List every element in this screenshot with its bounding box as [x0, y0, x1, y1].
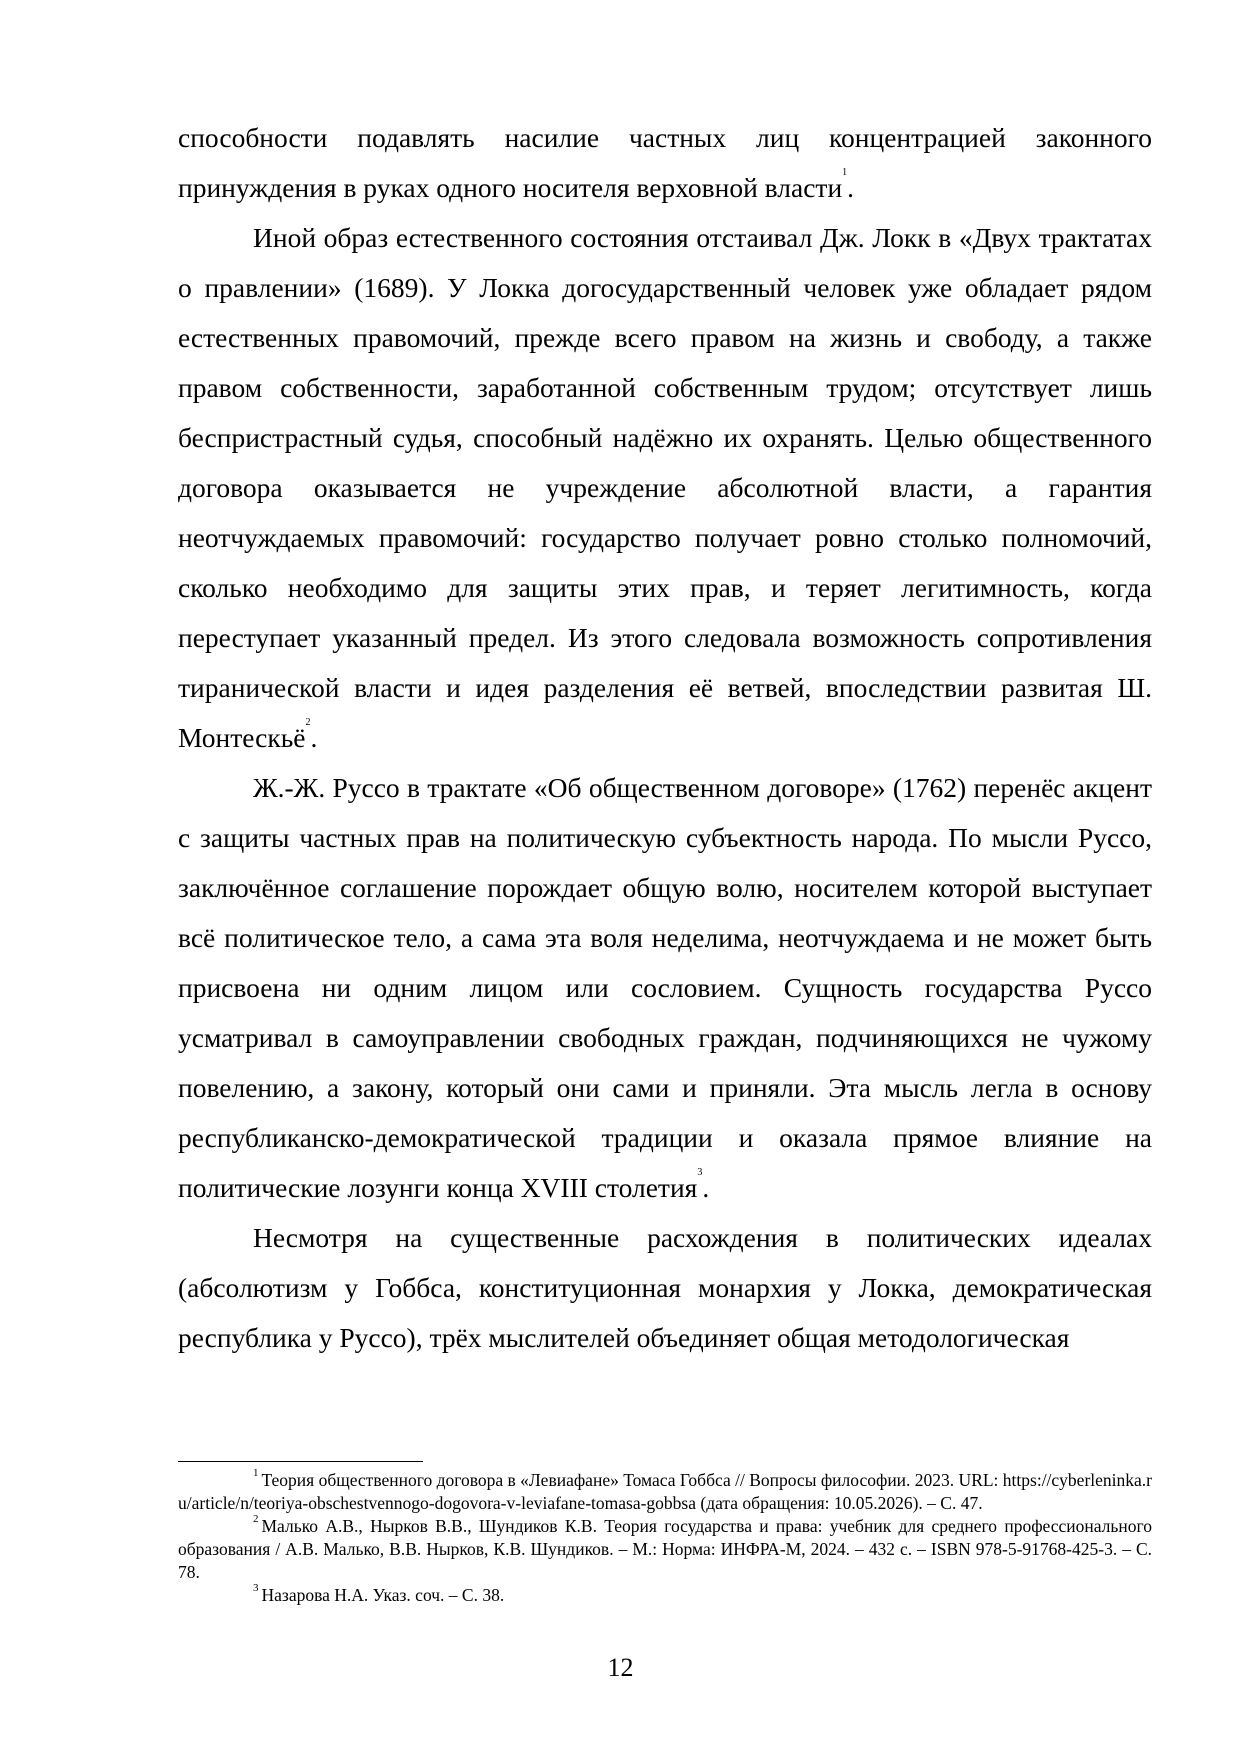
- footnote-text: Малько А.В., Нырков В.В., Шундиков К.В. Теория государства и права: учебник для среднего профессионального образования / А.В. Малько, В.В. Нырков, К.В. Шундиков. – М.: Норма: ИНФРА-М, 2024. – 432 с. – ISBN 978-5-91768-425-3. – С. 78.: [178, 1516, 1152, 1582]
- paragraph-text: Несмотря на существенные расхождения в политических идеалах (абсолютизм у Гоббса, конституционная монархия у Локка, демократическая республика у Руссо), трёх мыслителей объединяет общая методологическая: [178, 1222, 1152, 1353]
- footnotes: [178, 1469, 1152, 1607]
- paragraph-text: Иной образ естественного состояния отстаивал Дж. Локк в «Двух трактатах о правлении» (1689). У Локка догосударственный человек уже обладает рядом естественных правомочий, прежде всего правом на жизнь и свободу, а также правом собственности, заработанной собственным трудом; отсутствует лишь беспристрастный судья, способный надёжно их охранять. Целью общественного договора оказывается не учреждение абсолютной власти, а гарантия неотчуждаемых правомочий: государство получает ровно столько полномочий, сколько необходимо для защиты этих прав, и теряет легитимность, когда переступает указанный предел. Из этого следовала возможность сопротивления тиранической власти и идея разделения её ветвей, впоследствии развитая Ш. Монтескьё: [178, 222, 1152, 753]
- body-text: [178, 113, 1152, 1363]
- footnote-text: Теория общественного договора в «Левиафане» Томаса Гоббса // Вопросы философии. 2023. URL: https://cyberleninka.ru/article/n/teoriya-obschestvennogo-dogovora-v-leviafane-tomasa-gobbsa (дата обращения: 10.05.2026). – С. 47.: [178, 1470, 1152, 1513]
- paragraph-tail: .: [702, 1172, 710, 1203]
- footnote-3: [178, 1584, 1152, 1607]
- paragraph-tail: .: [847, 172, 855, 203]
- footnote-2: [178, 1515, 1152, 1584]
- paragraph-text: способности подавлять насилие частных лиц концентрацией законного принуждения в руках одного носителя верховной власти: [178, 122, 1152, 203]
- paragraph-comparison: [178, 1213, 1152, 1363]
- footnote-number: 1: [253, 1467, 259, 1479]
- paragraph-text: Ж.-Ж. Руссо в трактате «Об общественном договоре» (1762) перенёс акцент с защиты частных прав на политическую субъектность народа. По мысли Руссо, заключённое соглашение порождает общую волю, носителем которой выступает всё политическое тело, а сама эта воля неделима, неотчуждаема и не может быть присвоена ни одним лицом или сословием. Сущность государства Руссо усматривал в самоуправлении свободных граждан, подчиняющихся не чужому повелению, а закону, который они сами и приняли. Эта мысль легла в основу республиканско-демократической традиции и оказала прямое влияние на политические лозунги конца XVIII столетия: [178, 772, 1152, 1203]
- footnote-reference[interactable]: 2: [305, 717, 311, 728]
- footnote-number: 2: [253, 1513, 259, 1525]
- footnote-text: Назарова Н.А. Указ. соч. – С. 38.: [261, 1585, 505, 1605]
- paragraph-locke: [178, 213, 1152, 763]
- page-number: 12: [607, 1653, 634, 1682]
- footnote-separator: [178, 1461, 423, 1462]
- paragraph-tail: .: [310, 722, 318, 753]
- footnote-reference[interactable]: 3: [697, 1167, 703, 1178]
- paragraph-continuation: [178, 113, 1152, 213]
- footnote-number: 3: [253, 1582, 259, 1594]
- footnote-1: [178, 1469, 1152, 1515]
- paragraph-rousseau: [178, 763, 1152, 1213]
- footnote-reference[interactable]: 1: [842, 167, 848, 178]
